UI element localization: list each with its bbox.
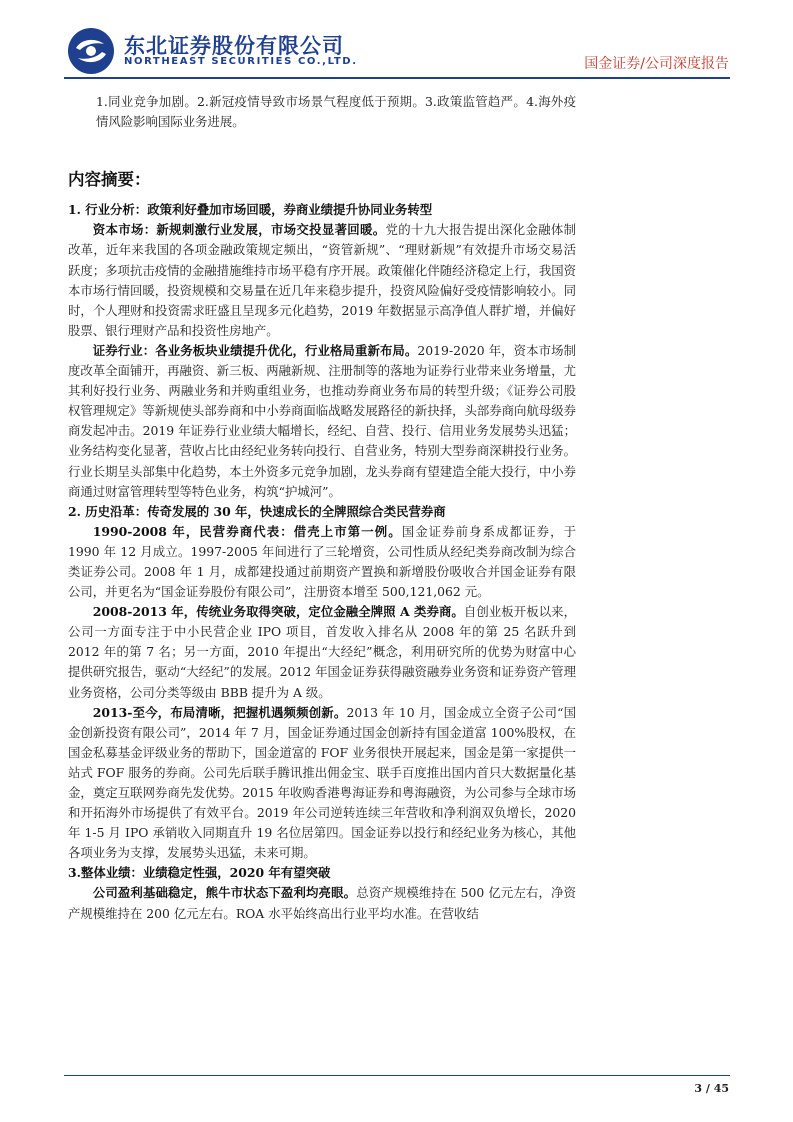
paragraph-body: 2019-2020 年，资本市场制度改革全面铺开，再融资、新三板、两融新规、注册制等的落地为证券行业带来业务增量，尤其利好投行业务、两融业务和并购重组业务，也推动券商业务布局的转型升级；《证券公司股权管理规定》等新规使头部券商和中小券商面临战略发展路径的新抉择，头部券商向航母级券商发起冲击。2019 年证券行业业绩大幅增长，经纪、自营、投行、信用业务发展势头迅猛；业务结构变化显著，营收占比由经纪业务转向投行、自营业务，特别大型券商深耕投行业务。行业长期呈头部集中化趋势，本土外资多元竞争加剧，龙头券商有望建造全能大投行，中小券商通过财富管理转型等特色业务，构筑“护城河”。	[68, 342, 577, 499]
company-name-en: NORTHEAST SECURITIES CO.,LTD.	[124, 56, 358, 67]
section-3-title: 3.整体业绩：业绩稳定性强，2020 年有望突破	[68, 865, 331, 881]
paragraph-body: 党的十九大报告提出深化金融体制改革，近年来我国的各项金融政策规定频出，“资管新规”、“理财新规”有效提升市场交易活跃度；多项抗击疫情的金融措施维持市场平稳有序开展。政策催化伴随经济稳定上行，我国资本市场行情回暖，投资规模和交易量在近几年来稳步提升，投资风险偏好受疫情影响较小。同时，个人理财和投资需求旺盛且呈现多元化趋势，2019 年数据显示高净值人群扩增，并偏好股票、银行理财产品和投资性房地产。	[68, 222, 577, 338]
paragraph-body: 2013 年 10 月，国金成立全资子公司“国金创新投资有限公司”，2014 年 7 月，国金证券通过国金创新持有国金道富 100%股权，在国金私募基金评级业务的帮助下，国金道富的 FOF 业务很快开展起来，国金是第一家提供一站式 FOF 服务的券商。公司先后联手腾讯推出佣金宝、联手百度推出国内首只大数据量化基金，奠定互联网券商先发优势。2015 年收购香港粤海证券和粤海融资，为公司参与全球市场和开拓海外市场提供了有效平台。2019 年公司逆转连续三年营收和净利润双负增长，2020 年 1-5 月 IPO 承销收入同期直升 19 名位居第四。国金证券以投行和经纪业务为核心，其他各项业务为支撑，发展势头迅猛，未来可期。	[68, 704, 576, 861]
report-type-label: 国金证券/公司深度报告	[584, 56, 729, 72]
paragraph-lead: 1990-2008 年，民营券商代表：借壳上市第一例。	[92, 523, 402, 539]
page-number: 3 / 45	[694, 1082, 729, 1095]
header-divider	[64, 77, 730, 79]
footer-divider	[64, 1075, 730, 1076]
paragraph-lead: 证券行业：各业务板块业绩提升优化，行业格局重新布局。	[92, 342, 418, 358]
paragraph-securities-industry	[68, 341, 576, 502]
paragraph-performance	[68, 883, 576, 923]
abstract-heading: 内容摘要：	[68, 170, 151, 190]
paragraph-history-2008	[68, 602, 576, 702]
paragraph-lead: 2008-2013 年，传统业务取得突破，定位金融全牌照 A 类券商。	[92, 604, 464, 620]
page-header	[0, 0, 793, 80]
company-logo-icon	[68, 28, 114, 74]
paragraph-lead: 公司盈利基础稳定，熊牛市状态下盈利均亮眼。	[92, 885, 357, 901]
paragraph-history-2013	[68, 703, 576, 864]
risk-factors-text: 1.同业竞争加剧。2.新冠疫情导致市场景气程度低于预期。3.政策监管趋严。4.海外疫情风险影响国际业务进展。	[96, 94, 576, 130]
company-name-cn: 东北证券股份有限公司	[124, 34, 344, 58]
section-1-title: 1. 行业分析：政策利好叠加市场回暖，券商业绩提升协同业务转型	[68, 202, 433, 218]
section-2-title: 2. 历史沿革：传奇发展的 30 年，快速成长的全牌照综合类民营券商	[68, 503, 446, 519]
paragraph-lead: 资本市场：新规刺激行业发展，市场交投显著回暖。	[92, 222, 386, 238]
paragraph-body: 国金证券前身系成都证券，于 1990 年 12 月成立。1997-2005 年间进行了三轮增资，公司性质从经纪类券商改制为综合类证券公司。2008 年 1 月，成都建投通过前期资产置换和新增股份吸收合并国金证券有限公司，并更名为“国金证券股份有限公司”，注册资本增至 500,121,062 元。	[68, 523, 576, 600]
paragraph-lead: 2013-至今，布局清晰，把握机遇频频创新。	[92, 704, 347, 720]
paragraph-history-1990	[68, 522, 576, 602]
paragraph-body: 总资产规模维持在 500 亿元左右，净资产规模维持在 200 亿元左右。ROA 水平始终高出行业平均水准。在营收结	[68, 885, 576, 921]
page-content	[68, 92, 576, 924]
paragraph-capital-market	[68, 220, 576, 341]
paragraph-body: 自创业板开板以来，公司一方面专注于中小民营企业 IPO 项目，首发收入排名从 2008 年的第 25 名跃升到 2012 年的第 7 名；另一方面，2010 年提出“大经纪”概念，利用研究所的优势为财富中心提供研究报告，驱动“大经纪”的发展。2012 年国金证券获得融资融券业务资和证券资产管理业务资格，公司分类等级由 BBB 提升为 A 级。	[68, 604, 577, 700]
